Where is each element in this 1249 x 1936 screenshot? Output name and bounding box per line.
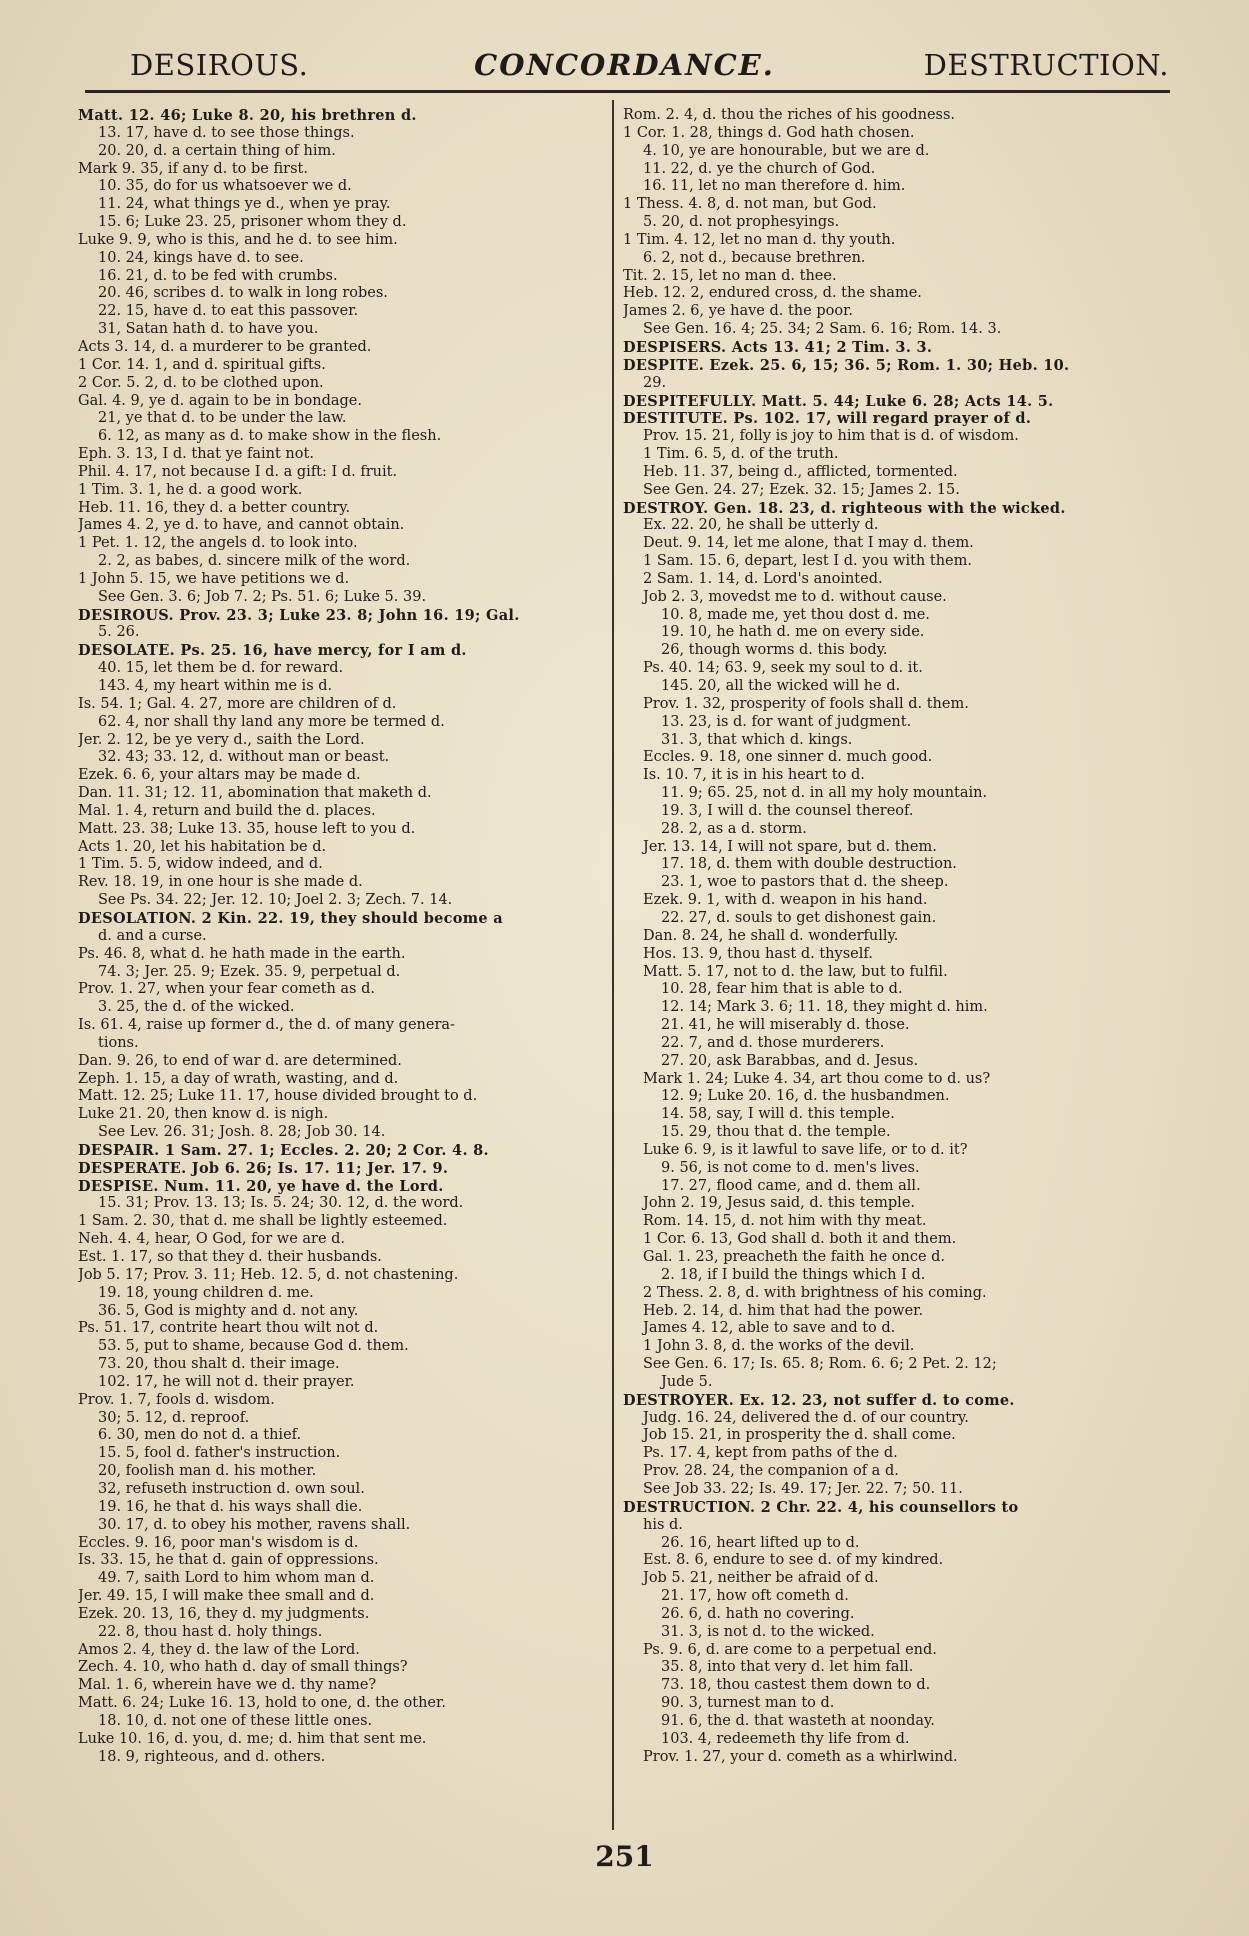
concordance-entry-line: 103. 4, redeemeth thy life from d. bbox=[661, 1730, 910, 1747]
concordance-entry-line: Ps. 51. 17, contrite heart thou wilt not d. bbox=[78, 1320, 379, 1337]
concordance-entry-line: 1 Cor. 14. 1, and d. spiritual gifts. bbox=[78, 356, 326, 373]
concordance-entry-line: Matt. 12. 25; Luke 11. 17, house divided brought to d. bbox=[78, 1088, 478, 1105]
concordance-entry-line: Tit. 2. 15, let no man d. thee. bbox=[623, 267, 837, 284]
concordance-entry-line: 1 John 5. 15, we have petitions we d. bbox=[78, 570, 350, 587]
concordance-entry-line: 23. 1, woe to pastors that d. the sheep. bbox=[661, 874, 949, 891]
concordance-entry-line: Prov. 15. 21, folly is joy to him that is d. of wisdom. bbox=[643, 428, 1019, 445]
concordance-entry-line: Mal. 1. 4, return and build the d. places. bbox=[78, 802, 376, 819]
concordance-entry-line: 20. 46, scribes d. to walk in long robes. bbox=[98, 285, 388, 302]
concordance-entry-line: Prov. 1. 32, prosperity of fools shall d. them. bbox=[643, 695, 969, 712]
concordance-entry-line: Prov. 1. 7, fools d. wisdom. bbox=[78, 1391, 275, 1408]
concordance-entry-line: d. and a curse. bbox=[98, 927, 207, 944]
concordance-entry-line: See Job 33. 22; Is. 49. 17; Jer. 22. 7; 50. 11. bbox=[643, 1480, 963, 1497]
concordance-entry-line: Zech. 4. 10, who hath d. day of small things? bbox=[78, 1659, 408, 1676]
concordance-entry-line: Prov. 1. 27, when your fear cometh as d. bbox=[78, 981, 375, 998]
concordance-entry-line: 2. 18, if I build the things which I d. bbox=[661, 1266, 926, 1283]
concordance-entry-line: Matt. 23. 38; Luke 13. 35, house left to you d. bbox=[78, 820, 416, 837]
concordance-entry-line: 1 Tim. 3. 1, he d. a good work. bbox=[78, 481, 303, 498]
concordance-entry-line: 27. 20, ask Barabbas, and d. Jesus. bbox=[661, 1052, 919, 1069]
concordance-entry-line: Mark 1. 24; Luke 4. 34, art thou come to d. us? bbox=[643, 1070, 991, 1087]
concordance-entry-line: Acts 1. 20, let his habitation be d. bbox=[78, 838, 327, 855]
left-column bbox=[78, 107, 596, 1766]
concordance-entry-line: 22. 15, have d. to eat this passover. bbox=[98, 303, 359, 320]
concordance-headword-line: DESTITUTE. Ps. 102. 17, will regard prayer of d. bbox=[623, 410, 1032, 428]
concordance-entry-line: Matt. 5. 17, not to d. the law, but to fulfil. bbox=[643, 963, 948, 980]
concordance-headword-line: DESOLATE. Ps. 25. 16, have mercy, for I am d. bbox=[78, 642, 467, 660]
concordance-entry-line: 1 Thess. 4. 8, d. not man, but God. bbox=[623, 196, 877, 213]
concordance-entry-line: 2. 2, as babes, d. sincere milk of the word. bbox=[98, 553, 411, 570]
concordance-entry-line: 90. 3, turnest man to d. bbox=[661, 1695, 835, 1712]
concordance-entry-line: Dan. 9. 26, to end of war d. are determined. bbox=[78, 1052, 402, 1069]
concordance-entry-line: 20. 20, d. a certain thing of him. bbox=[98, 142, 336, 159]
concordance-entry-line: 14. 58, say, I will d. this temple. bbox=[661, 1106, 895, 1123]
concordance-entry-line: 36. 5, God is mighty and d. not any. bbox=[98, 1302, 359, 1319]
concordance-entry-line: 9. 56, is not come to d. men's lives. bbox=[661, 1159, 920, 1176]
concordance-entry-line: 31, Satan hath d. to have you. bbox=[98, 321, 319, 338]
concordance-entry-line: 49. 7, saith Lord to him whom man d. bbox=[98, 1570, 375, 1587]
concordance-entry-line: Is. 61. 4, raise up former d., the d. of many genera- bbox=[78, 1017, 455, 1034]
concordance-headword-line: DESPITEFULLY. Matt. 5. 44; Luke 6. 28; Acts 14. 5. bbox=[623, 392, 1054, 410]
concordance-entry-line: 1 Cor. 1. 28, things d. God hath chosen. bbox=[623, 124, 915, 141]
concordance-entry-line: Ps. 46. 8, what d. he hath made in the earth. bbox=[78, 945, 406, 962]
concordance-entry-line: his d. bbox=[643, 1516, 683, 1533]
concordance-entry-line: 28. 2, as a d. storm. bbox=[661, 820, 807, 837]
running-head-left: DESIROUS. bbox=[130, 48, 309, 82]
concordance-entry-line: 74. 3; Jer. 25. 9; Ezek. 35. 9, perpetual d. bbox=[98, 963, 401, 980]
concordance-headword-line: Matt. 12. 46; Luke 8. 20, his brethren d. bbox=[78, 107, 417, 124]
concordance-entry-line: Heb. 11. 16, they d. a better country. bbox=[78, 499, 351, 516]
concordance-entry-line: John 2. 19, Jesus said, d. this temple. bbox=[643, 1195, 916, 1212]
concordance-headword-line: DESPERATE. Job 6. 26; Is. 17. 11; Jer. 17. 9. bbox=[78, 1159, 449, 1177]
concordance-entry-line: Ex. 22. 20, he shall be utterly d. bbox=[643, 517, 879, 534]
concordance-entry-line: 31. 3, is not d. to the wicked. bbox=[661, 1623, 875, 1640]
concordance-entry-line: 32. 43; 33. 12, d. without man or beast. bbox=[98, 749, 390, 766]
running-head-right: DESTRUCTION. bbox=[923, 48, 1169, 82]
concordance-entry-line: Est. 8. 6, endure to see d. of my kindred. bbox=[643, 1552, 944, 1569]
concordance-entry-line: Ps. 9. 6, d. are come to a perpetual end. bbox=[643, 1641, 937, 1658]
concordance-entry-line: See Ps. 34. 22; Jer. 12. 10; Joel 2. 3; Zech. 7. 14. bbox=[98, 892, 453, 909]
concordance-entry-line: 1 John 3. 8, d. the works of the devil. bbox=[643, 1338, 915, 1355]
concordance-entry-line: 5. 20, d. not prophesyings. bbox=[643, 214, 840, 231]
concordance-entry-line: 22. 8, thou hast d. holy things. bbox=[98, 1623, 323, 1640]
concordance-entry-line: 21, ye that d. to be under the law. bbox=[98, 410, 347, 427]
concordance-entry-line: 21. 17, how oft cometh d. bbox=[661, 1588, 849, 1605]
concordance-entry-line: Prov. 1. 27, your d. cometh as a whirlwind. bbox=[643, 1748, 958, 1765]
concordance-entry-line: 31. 3, that which d. kings. bbox=[661, 731, 853, 748]
concordance-entry-line: Rom. 14. 15, d. not him with thy meat. bbox=[643, 1213, 927, 1230]
concordance-entry-line: 102. 17, he will not d. their prayer. bbox=[98, 1373, 355, 1390]
concordance-entry-line: James 4. 12, able to save and to d. bbox=[643, 1320, 896, 1337]
concordance-entry-line: Est. 1. 17, so that they d. their husbands. bbox=[78, 1249, 382, 1265]
concordance-entry-line: 6. 12, as many as d. to make show in the flesh. bbox=[98, 428, 442, 445]
concordance-entry-line: 15. 29, thou that d. the temple. bbox=[661, 1124, 891, 1141]
concordance-entry-line: Ps. 40. 14; 63. 9, seek my soul to d. it. bbox=[643, 660, 923, 677]
concordance-headword-line: DESOLATION. 2 Kin. 22. 19, they should become a bbox=[78, 909, 503, 927]
concordance-entry-line: 10. 24, kings have d. to see. bbox=[98, 249, 304, 266]
concordance-entry-line: Jer. 13. 14, I will not spare, but d. them. bbox=[643, 838, 937, 855]
concordance-entry-line: 13. 23, is d. for want of judgment. bbox=[661, 713, 912, 730]
concordance-entry-line: 19. 16, he that d. his ways shall die. bbox=[98, 1498, 363, 1515]
concordance-entry-line: 20, foolish man d. his mother. bbox=[98, 1463, 317, 1480]
concordance-entry-line: 6. 30, men do not d. a thief. bbox=[98, 1427, 302, 1444]
concordance-entry-line: Jude 5. bbox=[661, 1373, 713, 1390]
concordance-entry-line: Amos 2. 4, they d. the law of the Lord. bbox=[78, 1641, 360, 1658]
concordance-headword-line: DESPITE. Ezek. 25. 6, 15; 36. 5; Rom. 1. 30; Heb. 10. bbox=[623, 356, 1070, 374]
concordance-entry-line: 11. 22, d. ye the church of God. bbox=[643, 160, 876, 177]
concordance-headword-line: DESPISERS. Acts 13. 41; 2 Tim. 3. 3. bbox=[623, 338, 933, 356]
running-head-title: CONCORDANCE. bbox=[474, 48, 775, 82]
concordance-entry-line: Is. 10. 7, it is in his heart to d. bbox=[643, 767, 865, 784]
concordance-entry-line: 10. 35, do for us whatsoever we d. bbox=[98, 178, 352, 195]
concordance-entry-line: Deut. 9. 14, let me alone, that I may d. them. bbox=[643, 535, 974, 552]
concordance-entry-line: Mal. 1. 6, wherein have we d. thy name? bbox=[78, 1677, 377, 1694]
concordance-entry-line: 73. 20, thou shalt d. their image. bbox=[98, 1356, 340, 1373]
concordance-entry-line: 145. 20, all the wicked will he d. bbox=[661, 678, 901, 694]
concordance-entry-line: tions. bbox=[98, 1034, 139, 1051]
concordance-entry-line: Zeph. 1. 15, a day of wrath, wasting, and d. bbox=[78, 1070, 399, 1087]
concordance-entry-line: 5. 26. bbox=[98, 624, 140, 641]
concordance-entry-line: 1 Tim. 5. 5, widow indeed, and d. bbox=[78, 856, 323, 873]
concordance-entry-line: 19. 3, I will d. the counsel thereof. bbox=[661, 802, 914, 819]
concordance-entry-line: 35. 8, into that very d. let him fall. bbox=[661, 1659, 914, 1676]
concordance-entry-line: 17. 27, flood came, and d. them all. bbox=[661, 1177, 921, 1194]
concordance-entry-line: 22. 7, and d. those murderers. bbox=[661, 1034, 885, 1051]
concordance-entry-line: 30. 17, d. to obey his mother, ravens shall. bbox=[98, 1516, 411, 1533]
concordance-headword-line: DESIROUS. Prov. 23. 3; Luke 23. 8; John 16. 19; Gal. bbox=[78, 606, 520, 624]
concordance-entry-line: Luke 9. 9, who is this, and he d. to see him. bbox=[78, 231, 398, 248]
concordance-entry-line: Ps. 17. 4, kept from paths of the d. bbox=[643, 1445, 898, 1462]
concordance-entry-line: 12. 9; Luke 20. 16, d. the husbandmen. bbox=[661, 1088, 950, 1105]
concordance-entry-line: 143. 4, my heart within me is d. bbox=[98, 678, 333, 694]
concordance-entry-line: Job 2. 3, movedst me to d. without cause. bbox=[643, 588, 947, 605]
concordance-entry-line: 4. 10, ye are honourable, but we are d. bbox=[643, 142, 930, 159]
concordance-entry-line: Luke 6. 9, is it lawful to save life, or to d. it? bbox=[643, 1141, 968, 1158]
concordance-entry-line: Job 15. 21, in prosperity the d. shall come. bbox=[643, 1427, 956, 1444]
concordance-headword-line: DESTROY. Gen. 18. 23, d. righteous with the wicked. bbox=[623, 499, 1066, 517]
concordance-entry-line: 1 Tim. 6. 5, d. of the truth. bbox=[643, 446, 839, 463]
concordance-entry-line: Neh. 4. 4, hear, O God, for we are d. bbox=[78, 1231, 346, 1248]
concordance-entry-line: Gal. 1. 23, preacheth the faith he once d. bbox=[643, 1249, 946, 1265]
concordance-entry-line: 32, refuseth instruction d. own soul. bbox=[98, 1480, 365, 1497]
header-rule bbox=[85, 90, 1170, 93]
concordance-entry-line: Rom. 2. 4, d. thou the riches of his goodness. bbox=[623, 107, 956, 123]
concordance-entry-line: 26. 16, heart lifted up to d. bbox=[661, 1534, 860, 1551]
concordance-entry-line: Luke 21. 20, then know d. is nigh. bbox=[78, 1106, 329, 1123]
concordance-entry-line: 1 Tim. 4. 12, let no man d. thy youth. bbox=[623, 231, 896, 248]
concordance-entry-line: Ezek. 9. 1, with d. weapon in his hand. bbox=[643, 892, 928, 909]
concordance-entry-line: See Gen. 6. 17; Is. 65. 8; Rom. 6. 6; 2 Pet. 2. 12; bbox=[643, 1356, 997, 1373]
concordance-entry-line: 6. 2, not d., because brethren. bbox=[643, 249, 866, 266]
concordance-entry-line: Is. 33. 15, he that d. gain of oppressions. bbox=[78, 1552, 379, 1569]
concordance-entry-line: James 4. 2, ye d. to have, and cannot obtain. bbox=[78, 517, 405, 534]
concordance-entry-line: Phil. 4. 17, not because I d. a gift: I d. fruit. bbox=[78, 463, 398, 480]
concordance-entry-line: 16. 11, let no man therefore d. him. bbox=[643, 178, 906, 195]
concordance-headword-line: DESTRUCTION. 2 Chr. 22. 4, his counsellors to bbox=[623, 1498, 1019, 1516]
concordance-entry-line: Hos. 13. 9, thou hast d. thyself. bbox=[643, 945, 873, 962]
concordance-entry-line: 22. 27, d. souls to get dishonest gain. bbox=[661, 909, 937, 926]
concordance-entry-line: 17. 18, d. them with double destruction. bbox=[661, 856, 957, 873]
concordance-entry-line: Rev. 18. 19, in one hour is she made d. bbox=[78, 874, 363, 891]
concordance-entry-line: 2 Sam. 1. 14, d. Lord's anointed. bbox=[643, 570, 883, 587]
concordance-entry-line: 1 Pet. 1. 12, the angels d. to look into. bbox=[78, 535, 358, 552]
concordance-entry-line: See Gen. 3. 6; Job 7. 2; Ps. 51. 6; Luke 5. 39. bbox=[98, 588, 427, 605]
concordance-entry-line: Jer. 2. 12, be ye very d., saith the Lord. bbox=[78, 731, 365, 748]
concordance-entry-line: 73. 18, thou castest them down to d. bbox=[661, 1677, 931, 1694]
concordance-entry-line: Heb. 11. 37, being d., afflicted, tormented. bbox=[643, 463, 958, 480]
concordance-entry-line: Job 5. 17; Prov. 3. 11; Heb. 12. 5, d. not chastening. bbox=[78, 1266, 459, 1283]
concordance-entry-line: 10. 28, fear him that is able to d. bbox=[661, 981, 903, 998]
concordance-entry-line: Eph. 3. 13, I d. that ye faint not. bbox=[78, 446, 314, 463]
concordance-entry-line: Luke 10. 16, d. you, d. me; d. him that sent me. bbox=[78, 1730, 427, 1747]
concordance-entry-line: 10. 8, made me, yet thou dost d. me. bbox=[661, 606, 930, 623]
concordance-headword-line: DESTROYER. Ex. 12. 23, not suffer d. to come. bbox=[623, 1391, 1015, 1409]
page-number: 251 bbox=[595, 1840, 654, 1873]
concordance-headword-line: DESPISE. Num. 11. 20, ye have d. the Lord. bbox=[78, 1177, 444, 1195]
concordance-entry-line: 1 Sam. 15. 6, depart, lest I d. you with them. bbox=[643, 553, 972, 570]
concordance-entry-line: 2 Cor. 5. 2, d. to be clothed upon. bbox=[78, 374, 324, 391]
concordance-entry-line: 26, though worms d. this body. bbox=[661, 642, 888, 659]
concordance-entry-line: 15. 5, fool d. father's instruction. bbox=[98, 1445, 341, 1462]
concordance-entry-line: Gal. 4. 9, ye d. again to be in bondage. bbox=[78, 392, 362, 409]
concordance-entry-line: Eccles. 9. 16, poor man's wisdom is d. bbox=[78, 1534, 359, 1551]
concordance-entry-line: James 2. 6, ye have d. the poor. bbox=[623, 303, 854, 320]
concordance-entry-line: Dan. 8. 24, he shall d. wonderfully. bbox=[643, 927, 899, 944]
concordance-entry-line: 1 Sam. 2. 30, that d. me shall be lightly esteemed. bbox=[78, 1213, 448, 1230]
concordance-entry-line: 19. 18, young children d. me. bbox=[98, 1284, 314, 1301]
concordance-entry-line: 15. 6; Luke 23. 25, prisoner whom they d. bbox=[98, 214, 407, 231]
concordance-entry-line: Jer. 49. 15, I will make thee small and d. bbox=[78, 1588, 375, 1605]
concordance-entry-line: Heb. 12. 2, endured cross, d. the shame. bbox=[623, 285, 922, 302]
concordance-entry-line: 29. bbox=[643, 374, 667, 391]
concordance-entry-line: 3. 25, the d. of the wicked. bbox=[98, 999, 295, 1016]
concordance-entry-line: 18. 9, righteous, and d. others. bbox=[98, 1748, 326, 1765]
concordance-entry-line: 13. 17, have d. to see those things. bbox=[98, 124, 355, 141]
concordance-entry-line: 91. 6, the d. that wasteth at noonday. bbox=[661, 1712, 935, 1729]
concordance-entry-line: Eccles. 9. 18, one sinner d. much good. bbox=[643, 749, 933, 766]
concordance-entry-line: 26. 6, d. hath no covering. bbox=[661, 1605, 855, 1622]
concordance-entry-line: 11. 24, what things ye d., when ye pray. bbox=[98, 196, 391, 213]
concordance-headword-line: DESPAIR. 1 Sam. 27. 1; Eccles. 2. 20; 2 Cor. 4. 8. bbox=[78, 1141, 489, 1159]
concordance-entry-line: See Gen. 16. 4; 25. 34; 2 Sam. 6. 16; Rom. 14. 3. bbox=[643, 321, 1002, 338]
concordance-entry-line: 16. 21, d. to be fed with crumbs. bbox=[98, 267, 338, 284]
concordance-entry-line: Ezek. 6. 6, your altars may be made d. bbox=[78, 767, 361, 784]
concordance-entry-line: 11. 9; 65. 25, not d. in all my holy mountain. bbox=[661, 785, 988, 802]
column-divider bbox=[612, 100, 614, 1830]
concordance-entry-line: 18. 10, d. not one of these little ones. bbox=[98, 1712, 373, 1729]
concordance-entry-line: 1 Cor. 6. 13, God shall d. both it and them. bbox=[643, 1231, 957, 1248]
concordance-entry-line: Dan. 11. 31; 12. 11, abomination that maketh d. bbox=[78, 785, 432, 802]
concordance-entry-line: 40. 15, let them be d. for reward. bbox=[98, 660, 344, 677]
concordance-entry-line: Mark 9. 35, if any d. to be first. bbox=[78, 160, 308, 177]
concordance-entry-line: 62. 4, nor shall thy land any more be termed d. bbox=[98, 713, 445, 730]
concordance-entry-line: 15. 31; Prov. 13. 13; Is. 5. 24; 30. 12, d. the word. bbox=[98, 1195, 464, 1212]
concordance-entry-line: 2 Thess. 2. 8, d. with brightness of his coming. bbox=[643, 1284, 987, 1301]
concordance-entry-line: See Lev. 26. 31; Josh. 8. 28; Job 30. 14. bbox=[98, 1124, 386, 1141]
right-column bbox=[623, 107, 1168, 1766]
concordance-entry-line: 21. 41, he will miserably d. those. bbox=[661, 1017, 910, 1034]
concordance-entry-line: Heb. 2. 14, d. him that had the power. bbox=[643, 1302, 924, 1319]
concordance-entry-line: 19. 10, he hath d. me on every side. bbox=[661, 624, 925, 641]
concordance-entry-line: 12. 14; Mark 3. 6; 11. 18, they might d. him. bbox=[661, 999, 988, 1016]
concordance-entry-line: Acts 3. 14, d. a murderer to be granted. bbox=[78, 338, 372, 355]
concordance-entry-line: Job 5. 21, neither be afraid of d. bbox=[643, 1570, 879, 1587]
concordance-entry-line: 53. 5, put to shame, because God d. them. bbox=[98, 1338, 409, 1355]
concordance-entry-line: Ezek. 20. 13, 16, they d. my judgments. bbox=[78, 1605, 370, 1622]
concordance-entry-line: 30; 5. 12, d. reproof. bbox=[98, 1409, 250, 1426]
concordance-entry-line: Is. 54. 1; Gal. 4. 27, more are children of d. bbox=[78, 695, 397, 712]
concordance-entry-line: See Gen. 24. 27; Ezek. 32. 15; James 2. 15. bbox=[643, 481, 960, 498]
concordance-entry-line: Matt. 6. 24; Luke 16. 13, hold to one, d. the other. bbox=[78, 1695, 446, 1712]
concordance-entry-line: Prov. 28. 24, the companion of a d. bbox=[643, 1463, 899, 1480]
concordance-entry-line: Judg. 16. 24, delivered the d. of our country. bbox=[643, 1409, 969, 1426]
